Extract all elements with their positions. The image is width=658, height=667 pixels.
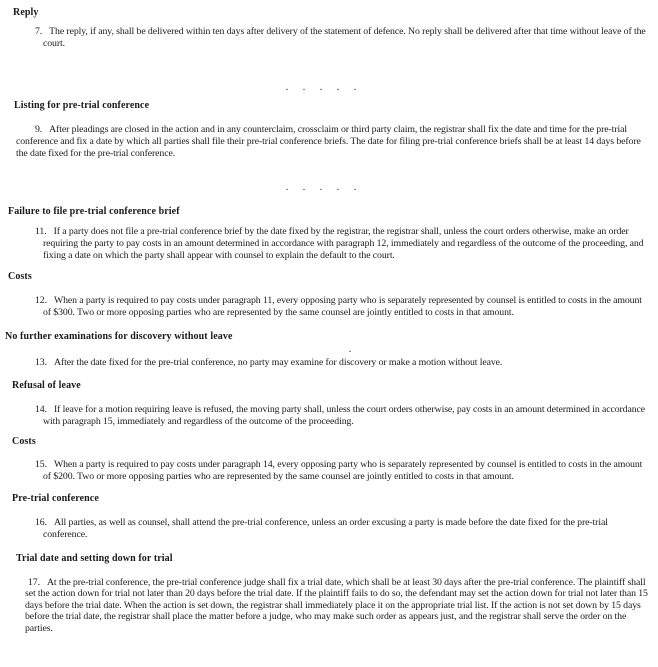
paragraph-number: 12. xyxy=(35,295,47,306)
section-heading-refusal-of-leave: Refusal of leave xyxy=(12,380,81,391)
paragraph-number: 13. xyxy=(35,357,47,368)
paragraph-12 xyxy=(0,295,658,319)
paragraph-text: The reply, if any, shall be delivered within ten days after delivery of the statement of defence. No reply shall be delivered after that time without leave of the court. xyxy=(43,26,646,49)
paragraph-9 xyxy=(0,124,658,160)
paragraph-number: 16. xyxy=(35,517,47,528)
paragraph-text: When a party is required to pay costs under paragraph 11, every opposing party who is separately represented by counsel is entitled to costs in the amount of $300. Two or more opposing parties who are represented by the same counsel are jointly entitled to costs in that amount. xyxy=(43,295,642,318)
section-heading-reply: Reply xyxy=(13,7,39,18)
paragraph-13 xyxy=(0,357,658,369)
paragraph-number: 15. xyxy=(35,459,47,470)
stray-dot: . xyxy=(348,344,352,355)
section-heading-listing: Listing for pre-trial conference xyxy=(14,100,150,111)
paragraph-17 xyxy=(0,577,658,634)
paragraph-number: 9. xyxy=(35,124,43,135)
section-heading-costs-1: Costs xyxy=(8,271,32,282)
section-separator-dots: . . . . . xyxy=(285,182,363,193)
paragraph-text: If a party does not file a pre-trial conference brief by the date fixed by the registrar, the registrar shall, unless the court orders otherwise, make an order requiring the party to pay costs in an amount determined in accordance with paragraph 12, immediately and regardless of the outcome of the proceeding, and fixing a date on which the party shall appear with counsel to explain the default to the court. xyxy=(43,226,644,261)
paragraph-number: 7. xyxy=(35,26,43,37)
paragraph-16 xyxy=(0,517,658,541)
section-heading-no-further-examinations: No further examinations for discovery without leave xyxy=(5,331,233,342)
section-heading-pre-trial-conference: Pre-trial conference xyxy=(12,493,99,504)
paragraph-text: At the pre-trial conference, the pre-trial conference judge shall fix a trial date, which shall be at least 30 days after the pre-trial conference. The plaintiff shall set the action down for trial not later than 20 days before the trial date. If the plaintiff fails to do so, the defendant may set the action down for trial not later than 15 days before the trial date. When the action is set down, the registrar shall immediately place it on the appropriate trial list. If the action is not set down by 15 days before the trial date, the registrar shall place the matter before a judge, who may make such order as appears just, and the registrar shall serve the order on the parties. xyxy=(25,577,648,634)
paragraph-15 xyxy=(0,459,658,483)
section-heading-failure-to-file: Failure to file pre-trial conference brief xyxy=(8,206,180,217)
paragraph-11 xyxy=(0,226,658,262)
paragraph-text: After pleadings are closed in the action and in any counterclaim, crossclaim or third party claim, the registrar shall fix the date and time for the pre-trial conference and fix a date by which all parties shall file their pre-trial conference briefs. The date for filing pre-trial conference briefs shall be at least 14 days before the date fixed for the pre-trial conference. xyxy=(16,124,641,159)
paragraph-7 xyxy=(0,26,658,50)
paragraph-14 xyxy=(0,404,658,428)
section-separator-dots: . . . . . xyxy=(285,82,363,93)
paragraph-number: 17. xyxy=(28,577,40,588)
section-heading-trial-date: Trial date and setting down for trial xyxy=(16,553,173,564)
paragraph-text: After the date fixed for the pre-trial conference, no party may examine for discovery or make a motion without leave. xyxy=(53,357,503,368)
paragraph-text: All parties, as well as counsel, shall attend the pre-trial conference, unless an order excusing a party is made before the date fixed for the pre-trial conference. xyxy=(43,517,608,540)
paragraph-number: 14. xyxy=(35,404,47,415)
paragraph-text: When a party is required to pay costs under paragraph 14, every opposing party who is separately represented by counsel is entitled to costs in the amount of $200. Two or more opposing parties who are represented by the same counsel are jointly entitled to costs in that amount. xyxy=(43,459,643,482)
section-heading-costs-2: Costs xyxy=(12,436,36,447)
paragraph-number: 11. xyxy=(35,226,47,237)
paragraph-text: If leave for a motion requiring leave is refused, the moving party shall, unless the court orders otherwise, pay costs in an amount determined in accordance with paragraph 15, immediately and regardless of the outcome of the proceeding. xyxy=(43,404,646,427)
